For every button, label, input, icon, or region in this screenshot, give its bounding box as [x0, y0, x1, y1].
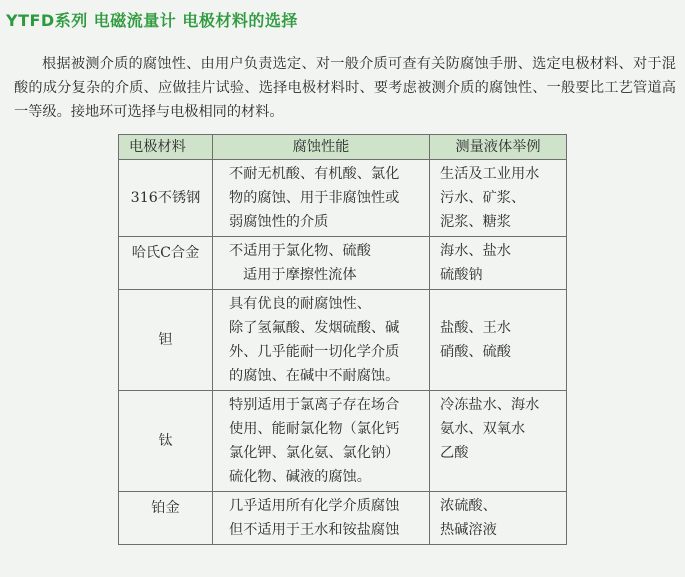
- property-cell: [213, 160, 430, 237]
- table-row: [119, 391, 567, 492]
- table-row: [119, 492, 567, 545]
- material-cell: 哈氏C合金: [119, 237, 213, 290]
- example-line: 氨水、双氧水: [440, 421, 526, 437]
- table-row: [119, 290, 567, 391]
- example-line: 污水、矿浆、: [440, 190, 526, 206]
- example-line: 硫酸钠: [440, 267, 483, 283]
- examples-cell: [430, 492, 567, 545]
- example-line: 生活及工业用水: [440, 166, 540, 182]
- table-row: [119, 160, 567, 237]
- property-line: 除了氢氟酸、发烟硫酸、碱: [229, 320, 400, 336]
- example-line: 海水、盐水: [440, 243, 511, 259]
- example-line: 盐酸、王水: [440, 320, 511, 336]
- property-cell: [213, 237, 430, 290]
- examples-cell: [430, 160, 567, 237]
- property-line: 弱腐蚀性的介质: [229, 214, 329, 230]
- header-material: 电极材料: [119, 135, 213, 160]
- property-line: 物的腐蚀、用于非腐蚀性或: [229, 190, 400, 206]
- header-examples: 测量液体举例: [430, 135, 567, 160]
- property-line: 具有优良的耐腐蚀性、: [229, 296, 371, 312]
- material-cell: 铂金: [119, 492, 213, 545]
- property-line: 不适用于氯化物、硫酸: [229, 243, 371, 259]
- example-line: 热碱溶液: [440, 522, 497, 538]
- header-property: 腐蚀性能: [213, 135, 430, 160]
- property-line: 氯化钾、氯化氨、氯化钠）: [229, 445, 400, 461]
- property-cell: [213, 492, 430, 545]
- property-line: 不耐无机酸、有机酸、氯化: [229, 166, 400, 182]
- material-cell: 316不锈钢: [119, 160, 213, 237]
- property-line: 特别适用于氯离子存在场合: [229, 397, 400, 413]
- examples-cell: [430, 237, 567, 290]
- material-cell: 钽: [119, 290, 213, 391]
- example-line: 冷冻盐水、海水: [440, 397, 540, 413]
- property-line: 使用、能耐氯化物（氯化钙: [229, 421, 400, 437]
- examples-cell: [430, 391, 567, 492]
- intro-paragraph: 根据被测介质的腐蚀性、由用户负责选定、对一般介质可查有关防腐蚀手册、选定电极材料、对于混酸的成分复杂的介质、应做挂片试验、选择电极材料时、要考虑被测介质的腐蚀性、一般要比工艺管道高一等级。接地环可选择与电极相同的材料。: [14, 56, 676, 120]
- property-cell: [213, 290, 430, 391]
- example-line: 泥浆、糖浆: [440, 214, 511, 230]
- examples-cell: [430, 290, 567, 391]
- example-line: 硝酸、硫酸: [440, 344, 511, 360]
- example-line: 浓硫酸、: [440, 498, 497, 514]
- material-cell: 钛: [119, 391, 213, 492]
- property-line: 的腐蚀、在碱中不耐腐蚀。: [229, 368, 400, 384]
- property-line: 但不适用于王水和铵盐腐蚀: [229, 522, 400, 538]
- property-line: 外、几乎能耐一切化学介质: [229, 344, 400, 360]
- table-row: [119, 237, 567, 290]
- property-line: 硫化物、碱液的腐蚀。: [229, 469, 371, 485]
- example-line: 乙酸: [440, 445, 469, 461]
- electrode-material-table: [118, 134, 567, 545]
- table-header-row: [119, 135, 567, 160]
- property-line: 几乎适用所有化学介质腐蚀: [229, 498, 400, 514]
- property-cell: [213, 391, 430, 492]
- page-title: YTFD系列 电磁流量计 电极材料的选择: [6, 11, 298, 30]
- property-line: 适用于摩擦性流体: [243, 267, 357, 283]
